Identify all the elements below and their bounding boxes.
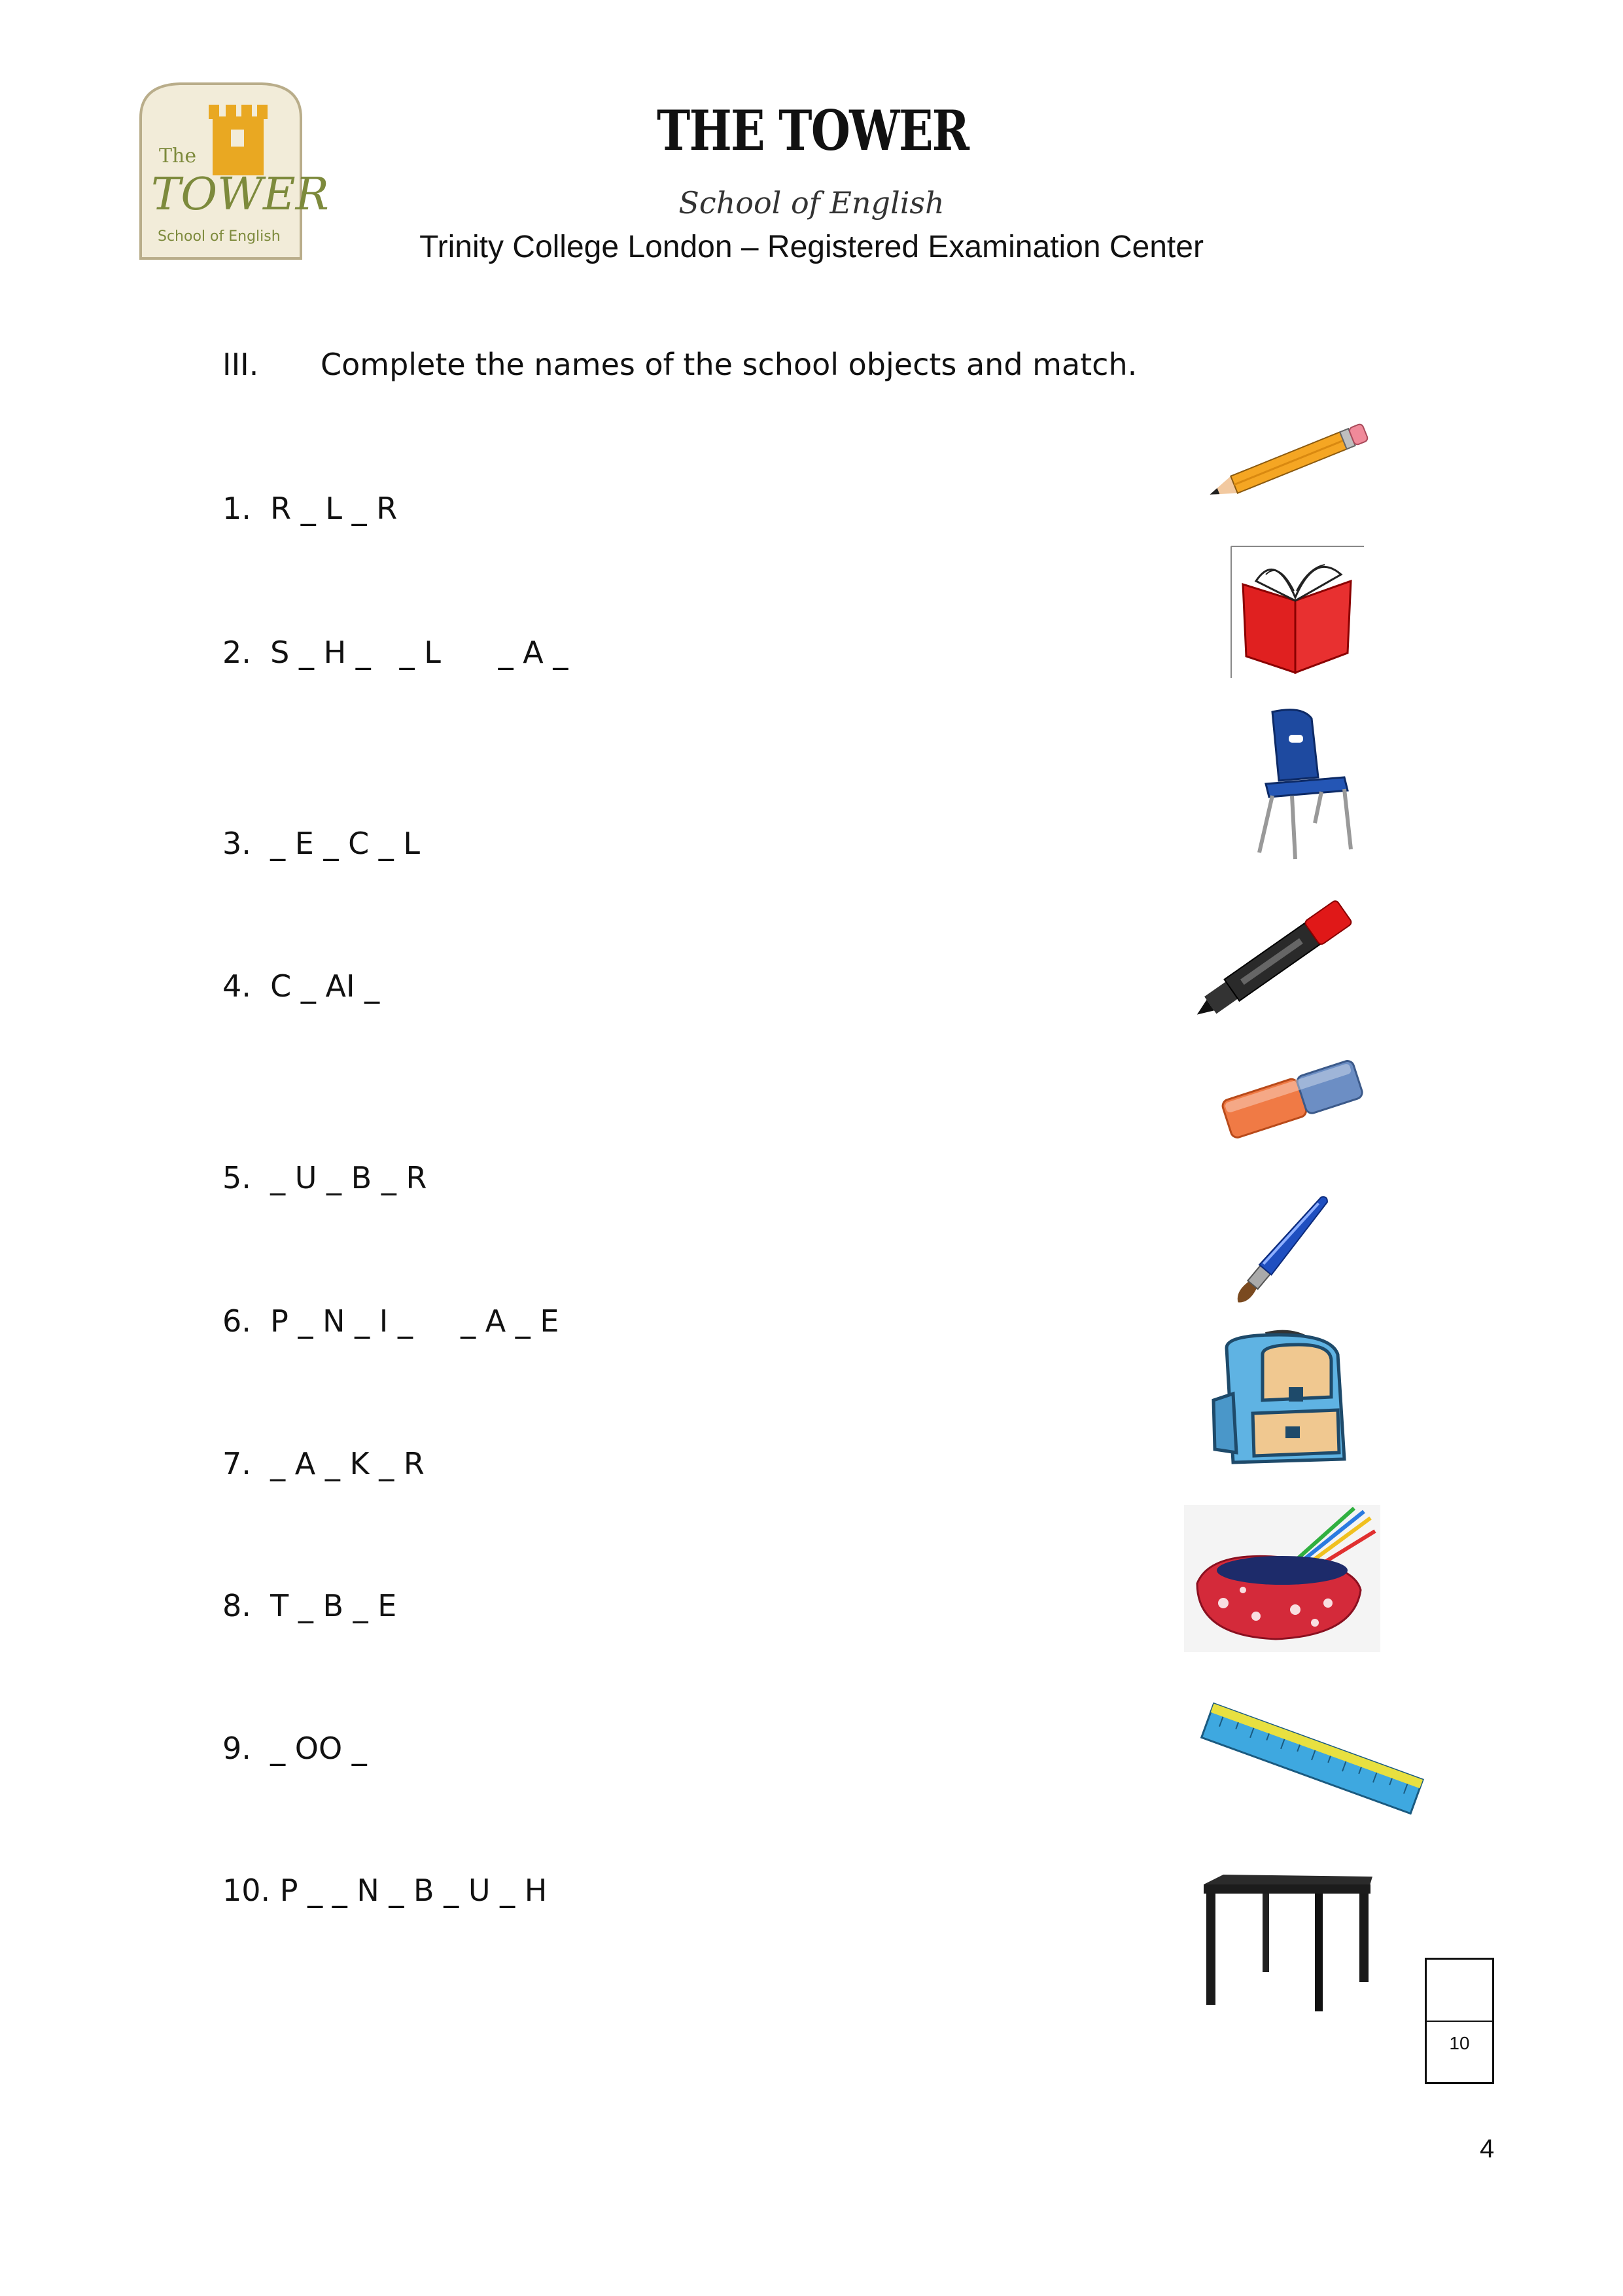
word-item-2: 2. S _ H _ _ L _ A _ — [222, 635, 568, 670]
marker-picture — [1178, 896, 1364, 1031]
exercise-number: III. — [222, 347, 259, 382]
paintbrush-picture — [1210, 1176, 1354, 1324]
word-item-5: 5. _ U _ B _ R — [222, 1160, 427, 1195]
exam-center-line: Trinity College London – Registered Examination Center — [419, 230, 1204, 264]
word-item-4: 4. C _ AI _ — [222, 968, 380, 1004]
chair-picture — [1240, 705, 1354, 862]
word-item-6: 6. P _ N _ I _ _ A _ E — [222, 1303, 559, 1339]
svg-text:School of English: School of English — [158, 228, 281, 245]
svg-text:The: The — [159, 145, 197, 168]
book-picture — [1230, 545, 1364, 679]
word-item-8: 8. T _ B _ E — [222, 1588, 397, 1623]
score-box — [1425, 1958, 1494, 2084]
word-item-9: 9. _ OO _ — [222, 1731, 367, 1766]
exercise-instruction: Complete the names of the school objects and match. — [321, 347, 1138, 382]
rubber-picture — [1217, 1047, 1367, 1148]
schoolbag-picture — [1200, 1328, 1384, 1469]
pencil-case-picture — [1184, 1505, 1380, 1652]
ruler-picture — [1194, 1695, 1429, 1826]
school-subtitle: School of English — [678, 185, 945, 221]
svg-text:TOWER: TOWER — [151, 169, 329, 221]
word-item-10: 10. P _ _ N _ B _ U _ H — [222, 1873, 548, 1908]
pencil-picture — [1197, 422, 1380, 504]
page-number: 4 — [1480, 2134, 1495, 2163]
table-picture — [1197, 1871, 1377, 2012]
school-title: THE TOWER — [657, 98, 969, 163]
word-item-3: 3. _ E _ C _ L — [222, 826, 421, 861]
score-divider — [1427, 2021, 1492, 2022]
word-item-7: 7. _ A _ K _ R — [222, 1446, 425, 1481]
word-item-1: 1. R _ L _ R — [222, 491, 398, 526]
score-total: 10 — [1449, 2033, 1470, 2053]
